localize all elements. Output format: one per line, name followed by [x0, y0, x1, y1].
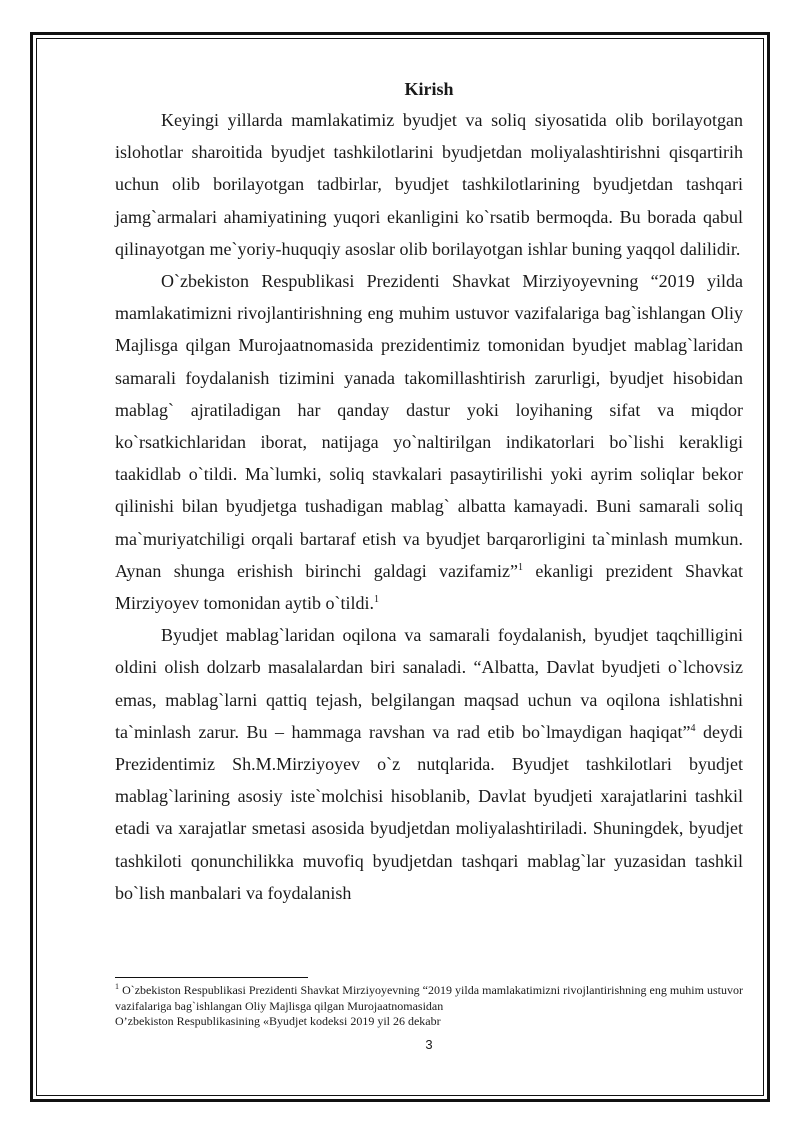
footnote-2-text: O’zbekiston Respublikasining «Byudjet kodeksi 2019 yil 26 dekabr: [115, 1014, 441, 1028]
paragraph-2-text-a: O`zbekiston Respublikasi Prezidenti Shavkat Mirziyoyevning “2019 yilda mamlakatimizni rivojlantirishning eng muhim ustuvor vazifalariga bag`ishlangan Oliy Majlisga qilgan Murojaatnomasida prezidentimiz tomonidan byudjet mablag`laridan samarali foydalanish tizimini yanada takomillashtirish zarurligi, byudjet hisobidan mablag` ajratiladigan har qanday dastur yoki loyihaning sifat va miqdor ko`rsatkichlaridan iborat, natijaga yo`naltirilgan indikatorlari bo`lishi kerakligi taakidlab o`tildi. Ma`lumki, soliq stavkalari pasaytirilishi yoki ayrim soliqlar bekor qilinishi bilan byudjetga tushadigan mablag` albatta kamayadi. Buni samarali soliq ma`muriyatchiligi orqali bartaraf etish va byudjet barqarorligini ta`minlash mumkun. Aynan shunga erishish birinchi galdagi vazifamiz”: [115, 271, 743, 581]
footnote-1-text: O`zbekiston Respublikasi Prezidenti Shavkat Mirziyoyevning “2019 yilda mamlakatimizni rivojlantirishning eng muhim ustuvor vazifalariga bag`ishlangan Oliy Majlisga qilgan Murojaatnomasidan: [115, 983, 743, 1013]
footnote-1: [115, 983, 743, 1014]
paragraph-3-text-b: deydi Prezidentimiz Sh.M.Mirziyoyev o`z nutqlarida. Byudjet tashkilotlari byudjet mablag`larining asosiy iste`molchisi hisoblanib, Davlat byudjeti xarajatlarini tashkil etadi va xarajatlar smetasi asosida byudjetdan moliyalashtiriladi. Shuningdek, byudjet tashkiloti qonunchilikka muvofiq byudjetdan tashqari mablag`lar yuzasidan tashkil bo`lish manbalari va foydalanish: [115, 721, 743, 903]
paragraph-2-text-b: ekanligi prezident Shavkat Mirziyoyev tomonidan aytib o`tildi.: [115, 560, 743, 614]
footnote-ref[interactable]: 4: [690, 722, 696, 734]
page-body: [115, 74, 743, 909]
footnote-separator: [115, 977, 308, 978]
page-number: 3: [425, 1037, 433, 1052]
paragraph-1-text: Keyingi yillarda mamlakatimiz byudjet va soliq siyosatida olib borilayotgan islohotlar sharoitida byudjet tashkilotlarini byudjetdan moliyalashtirishni qisqartirih uchun olib borilayotgan tadbirlar, byudjet tashkilotlarining byudjetdan tashqari jamg`armalari ahamiyatining yuqori ekanligini ko`rsatib bermoqda. Bu borada qabul qilinayotgan me`yoriy-huquqiy asoslar olib borilayotgan ishlar buning yaqqol dalilidir.: [115, 110, 743, 259]
footnote-mark: 1: [115, 982, 119, 991]
footnotes: [115, 983, 743, 1030]
footnote-ref[interactable]: 1: [518, 561, 523, 573]
footnote-2: [115, 1014, 743, 1030]
section-title: Kirish: [404, 79, 454, 99]
paragraph-2: [115, 265, 743, 619]
footnote-ref[interactable]: 1: [373, 594, 379, 606]
paragraph-3-text-a: Byudjet mablag`laridan oqilona va samarali foydalanish, byudjet taqchilligini oldini olish dolzarb masalalardan biri sanaladi. “Albatta, Davlat byudjeti o`lchovsiz emas, mablag`larni qattiq tejash, belgilangan maqsad uchun va oqilona ishlatishni ta`minlash zarur. Bu – hammaga ravshan va rad etib bo`lmaydigan haqiqat”: [115, 625, 743, 742]
paragraph-3: [115, 619, 743, 909]
paragraph-1: [115, 104, 743, 265]
